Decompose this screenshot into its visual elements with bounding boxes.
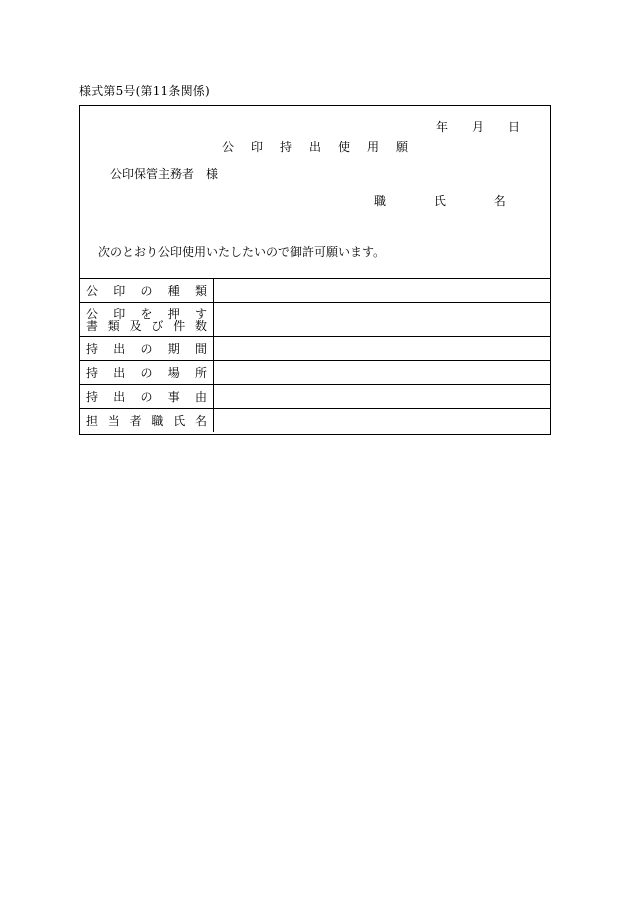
applicant-label-3: 名 [493,194,506,208]
table-row [80,303,550,337]
request-text: 次のとおり公印使用いたしたいので御許可願います。 [98,245,386,259]
place-field[interactable] [214,361,551,385]
date-field[interactable] [436,118,520,135]
application-form [79,105,551,435]
row-label-documents-line1: 公印を押す [86,306,207,321]
date-month-label: 月 [471,120,484,134]
date-day-label: 日 [507,120,520,134]
table-row [80,385,550,409]
seal-type-field[interactable] [214,279,551,303]
row-label-place: 持出の場所 [80,361,214,385]
reason-field[interactable] [214,385,551,409]
form-header [80,106,550,278]
date-year-label: 年 [435,120,448,134]
applicant-label-1: 職 [374,194,387,208]
period-field[interactable] [214,337,551,361]
addressee-name: 公印保管主務者 [110,167,195,181]
table-row [80,409,550,433]
row-label-period: 持出の期間 [80,337,214,361]
details-table [80,278,550,432]
row-label-documents-line2: 書類及び件数 [86,318,207,333]
addressee-honorific: 様 [206,167,219,181]
row-label-documents [80,303,214,337]
table-row [80,279,550,303]
form-title: 公印持出使用願 [222,140,426,154]
person-in-charge-field[interactable] [214,409,551,433]
table-row [80,361,550,385]
row-label-reason: 持出の事由 [80,385,214,409]
applicant-name-field[interactable] [374,192,506,209]
applicant-label-2: 氏 [433,194,446,208]
documents-field[interactable] [214,303,551,337]
form-number: 様式第5号(第11条関係) [79,84,210,98]
addressee [110,165,218,182]
row-label-seal-type: 公印の種類 [80,279,214,303]
table-row [80,337,550,361]
row-label-person-in-charge: 担当者職氏名 [80,409,214,433]
